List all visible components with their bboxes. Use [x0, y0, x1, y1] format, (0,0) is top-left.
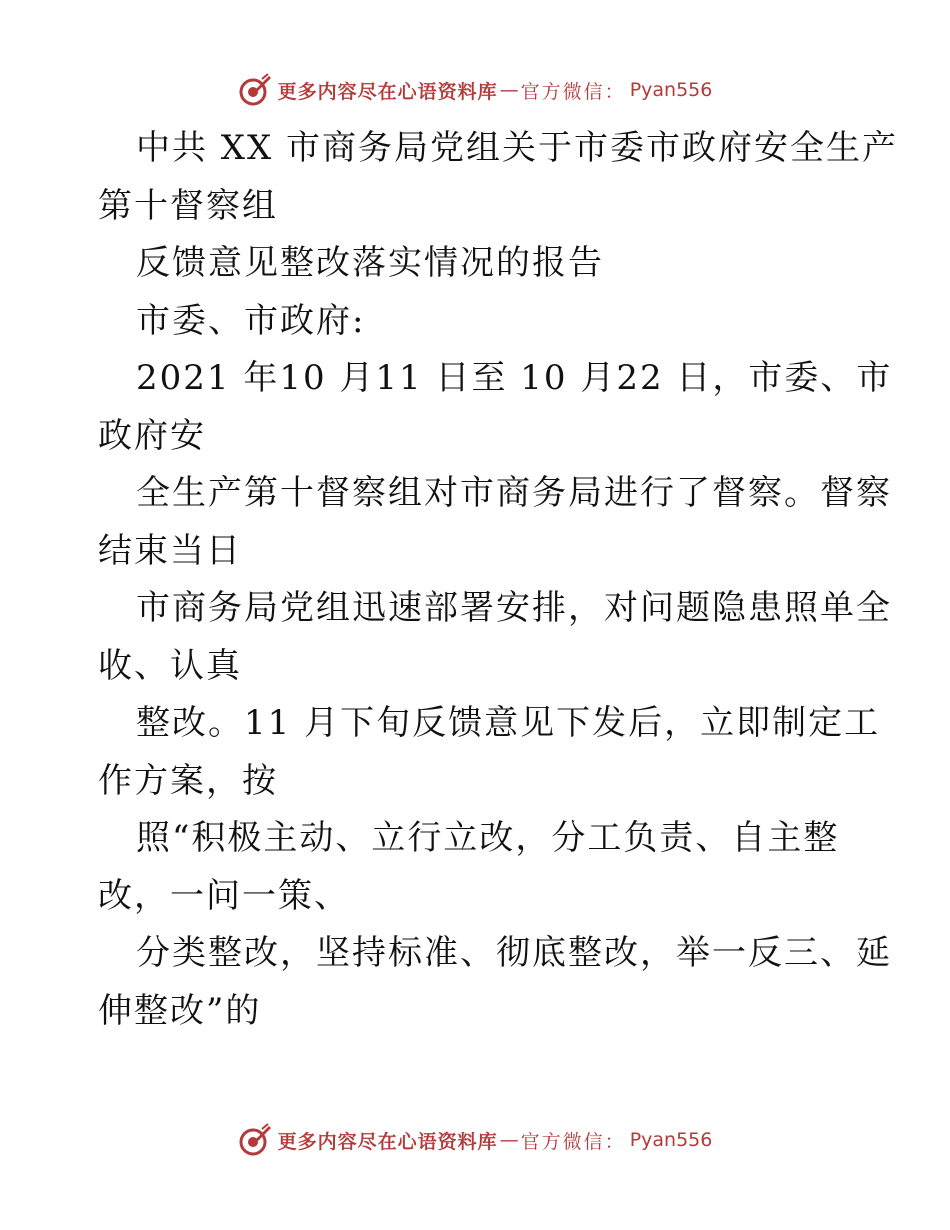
- watermark-wechat-label: 官方微信：: [520, 80, 626, 103]
- paragraph-line-continued: 伸整改”的: [98, 990, 262, 1031]
- watermark-site-text: 更多内容尽在心语资料库: [277, 80, 498, 103]
- watermark-dash: —: [499, 1129, 519, 1151]
- title-line-continued: 第十督察组: [98, 185, 278, 226]
- document-body: [98, 120, 899, 1040]
- paragraph-line-continued: 作方案，按: [98, 760, 278, 801]
- paragraph-line: 2021 年10 月11 日至 10 月22 日，市委、市: [136, 358, 893, 398]
- paragraph-line: 市商务局党组迅速部署安排，对问题隐患照单全: [136, 588, 892, 628]
- paragraph-line-continued: 收、认真: [98, 645, 242, 686]
- title-line: 中共 XX 市商务局党组关于市委市政府安全生产: [136, 128, 899, 168]
- paragraph-line-continued: 结束当日: [98, 530, 242, 571]
- watermark-wechat-id: Pyan556: [629, 1129, 713, 1151]
- paragraph-line: 分类整改，坚持标准、彻底整改，举一反三、延: [136, 933, 892, 973]
- paragraph-line: 照“积极主动、立行立改，分工负责、自主整: [136, 818, 840, 858]
- quill-pen-logo-icon: [238, 1123, 272, 1157]
- footer-watermark: [0, 1120, 950, 1160]
- title-line: 反馈意见整改落实情况的报告: [136, 243, 604, 283]
- watermark-dash: —: [499, 79, 519, 101]
- salutation-line: 市委、市政府:: [136, 300, 366, 341]
- paragraph-line-continued: 改，一问一策、: [98, 875, 350, 916]
- quill-pen-logo-icon: [238, 73, 272, 107]
- paragraph-line: 整改。11 月下旬反馈意见下发后，立即制定工: [136, 703, 881, 743]
- paragraph-line: 全生产第十督察组对市商务局进行了督察。督察: [136, 473, 892, 513]
- paragraph-line-continued: 政府安: [98, 415, 206, 456]
- header-watermark: [0, 70, 950, 110]
- watermark-site-text: 更多内容尽在心语资料库: [277, 1130, 498, 1153]
- watermark-wechat-label: 官方微信：: [520, 1130, 626, 1153]
- watermark-wechat-id: Pyan556: [629, 79, 713, 101]
